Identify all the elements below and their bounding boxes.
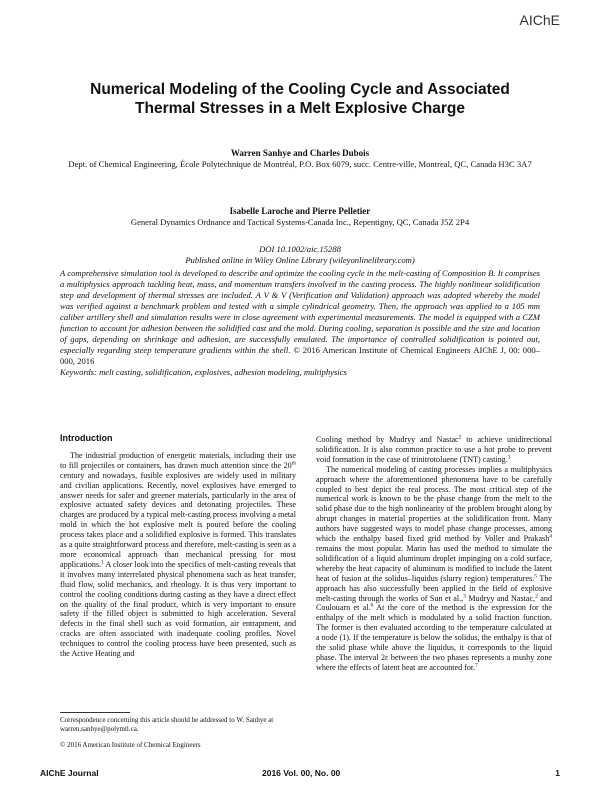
left-column — [60, 434, 296, 659]
citation-ref[interactable]: 6 — [370, 602, 374, 609]
footnote-rule — [60, 712, 130, 713]
abstract-copyright: © 2016 American Institute of Chemical Engineers — [293, 345, 471, 355]
author-affiliation-2: General Dynamics Ordnance and Tactical Systems-Canada Inc., Repentigny, QC, Canada J5Z 2P4 — [130, 217, 470, 227]
published-online-note: Published online in Wiley Online Library (wileyonlinelibrary.com) — [185, 255, 415, 265]
footnote-correspondence: Correspondence concerning this article should be addressed to W. Sanhye at warren.sanhye@polymtl.ca. — [60, 716, 274, 733]
citation-details: , 00: 000–000, 2016 — [60, 345, 540, 366]
citation-ref[interactable]: 1 — [101, 559, 104, 566]
footer-journal-name: AIChE Journal — [40, 768, 99, 778]
citation-journal: AIChE J — [473, 345, 504, 355]
citation-ref[interactable]: 5 — [534, 573, 538, 579]
author-block-1 — [60, 148, 540, 170]
keywords-list: melt casting, solidification, explosives, adhesion modeling, multiphysics — [99, 367, 347, 377]
citation-ref[interactable]: 3 — [463, 592, 466, 599]
intro-paragraph-1-continued: Cooling method by Mudryy and Nastac$^2$ to achieve unidirectional solidification. It is also common practice to use a hot probe to prevent void formation in the case of trinitrotoluene (TNT) casting.$^3$ — [316, 434, 553, 464]
author-names-2: Isabelle Laroche and Pierre Pelletier — [229, 206, 371, 216]
journal-logo: AIChE — [519, 12, 560, 28]
section-heading-introduction: Introduction — [60, 433, 113, 443]
keywords-label: Keywords: — [60, 367, 97, 377]
citation-ref[interactable]: 3 — [507, 454, 511, 461]
abstract — [60, 268, 540, 378]
citation-ref[interactable]: 2 — [535, 592, 538, 599]
author-names-1: Warren Sanhye and Charles Dubois — [230, 148, 370, 158]
intro-paragraph-2: The numerical modeling of casting processes implies a multiphysics approach where the aforementioned phenomena have to be carefully coupled to best depict the real process. The most critical step of the numerical work is known to be the phase change from the melt to the solid phase due to the high nonlinearity of the problem brought along by abrupt changes in material properties at the solidification front. Many authors have suggested ways to model phase change processes, among which the enthalpy based fixed grid method by Voller and Prakash$^4$ remains the most popular. Marin has used the method to simulate the solidification of a liquid aluminum droplet impinging on a cold surface, whereby the heat capacity of aluminum is modified to include the latent heat of fusion at the solidus–liquidus (slurry region) temperatures.$^5$ The approach has also successfully been applied in the field of explosive melt-casting through the works of Sun et al.,$^3$ Mudryy and Nastac,$^2$ and Coulouarn et al.$^6$ At the core of the method is the expression for the enthalpy of the melt which is modulated by a solid fraction function. The former is then evaluated according to the temperature calculated at a node (1). If the temperature is below the solidus, the enthalpy is that of the solid phase while above the liquidus, it corresponds to the liquid phase. The interval 2ε between the two phases represents a mushy zone where the effects of latent heat are accounted for.$^7$ — [316, 464, 552, 672]
paper-title: Numerical Modeling of the Cooling Cycle and Associated Thermal Stresses in a Melt Explosive Charge — [90, 81, 510, 117]
author-block-2 — [60, 206, 540, 228]
author-affiliation-1: Dept. of Chemical Engineering, École Polytechnique de Montréal, P.O. Box 6079, succ. Centre-ville, Montreal, QC, Canada H3C 3A7 — [68, 159, 532, 169]
citation-ref[interactable]: 4 — [549, 533, 552, 540]
abstract-text: A comprehensive simulation tool is developed to describe and optimize the cooling cycle in the melt-casting of Composition B. It comprises a multiphysics approach tackling heat, mass, and momentum transfers involved in the casting process. The highly nonlinear solidification step and development of thermal stresses are included. A V & V (Verification and Validation) approach was adopted whereby the model was verified against a benchmark problem and tested with a simple cylindrical geometry. Then, the approach was applied to a 105 mm caliber artillery shell and simulation results were in close agreement with experimental measurements. The model is equipped with a CZM function to account for adhesion between the solidified cast and the mold. During cooling, separation is possible and the size and location of gaps, depending on shrinkage and adhesion, are successfully emulated. The importance of controlled solidification is pointed out, especially regarding steep temperature gradients within the shell. — [60, 268, 540, 355]
footer-volume-info: 2016 Vol. 00, No. 00 — [262, 768, 341, 778]
doi-link[interactable]: DOI 10.1002/aic.15288 — [259, 244, 341, 254]
footnote-copyright: © 2016 American Institute of Chemical Engineers — [60, 741, 201, 749]
citation-ref[interactable]: 7 — [475, 662, 478, 669]
right-column — [316, 435, 552, 673]
doi-block — [60, 244, 540, 266]
intro-paragraph-1: The industrial production of energetic materials, including their use to fill projectiles or containers, has drawn much attention since the 20th century and nowadays, fusible explosives are widely used in military and civilian applications. Recently, novel explosives have emerged to answer needs for safer and greener materials, particularly in the area of explosive actuated safety devices and detonating projectiles. These charges are produced by a typical melt-casting process involving a metal mold in which the hot explosive melt is poured before the cooling process takes place and a solidified explosive is formed. This translates as a quite straightforward process and therefore, melt-casting is seen as a more economical approach than mechanical pressing for most applications.$^1$ A closer look into the specifics of melt-casting reveals that it involves many interrelated physical phenomena such as heat transfer, fluid flow, solid mechanics, and rheology. It is thus very important to control the cooling conditions during casting as they have a direct effect on the quality of the final product, which is very important to ensure safety if the filled object is submitted to high acceleration. Several defects in the final shell such as void formation, air entrapment, and cracks are often associated with inadequate cooling profiles. Novel techniques to control the cooling process have been presented, such as the Active Heating and — [60, 450, 296, 659]
footer-page-number: 1 — [555, 768, 560, 778]
citation-ref[interactable]: 2 — [458, 434, 462, 441]
